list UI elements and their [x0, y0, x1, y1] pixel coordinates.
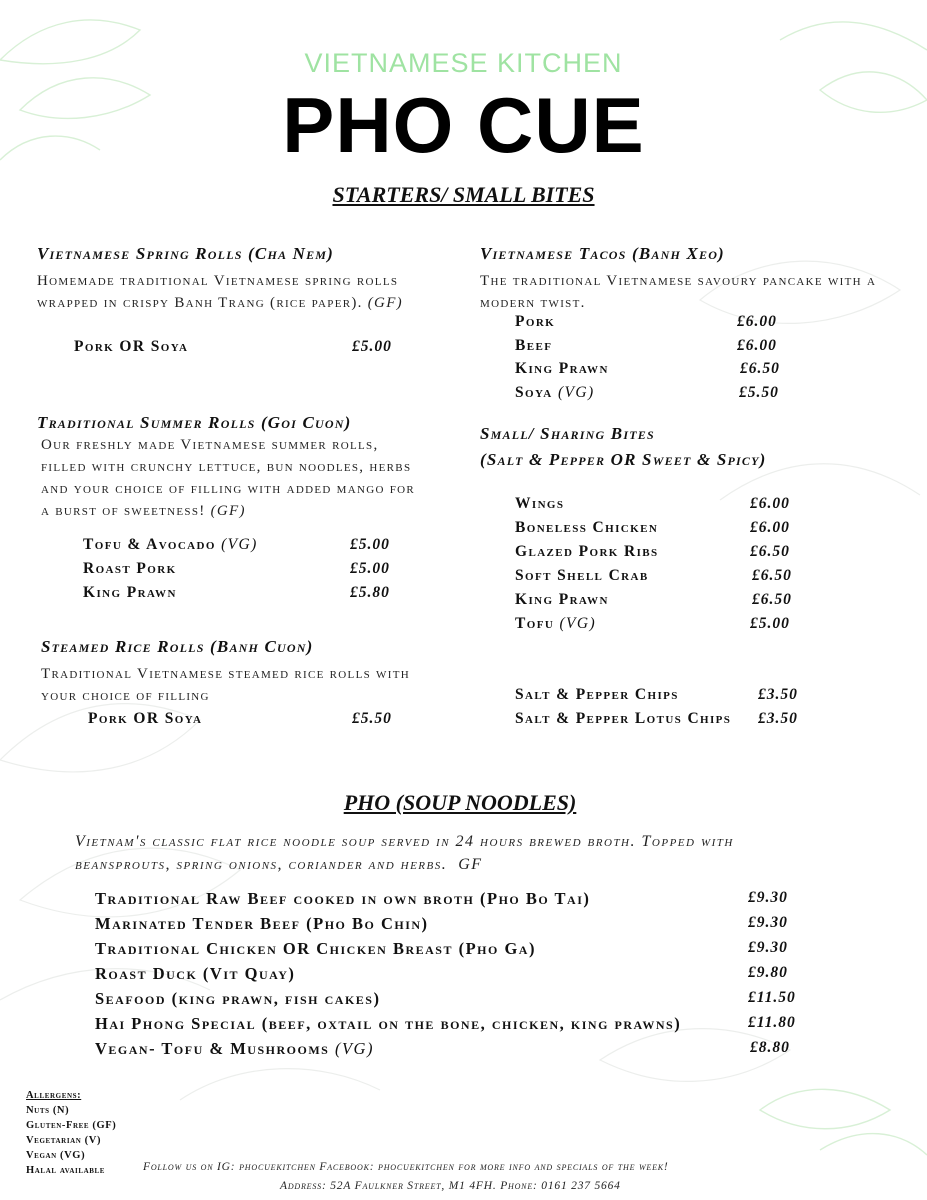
- option-tofu: Tofu (VG): [515, 615, 597, 632]
- option-soya: Soya (VG): [515, 384, 595, 401]
- price-pho-seafood: £11.50: [748, 989, 796, 1006]
- price-soft-shell-crab: £6.50: [752, 567, 792, 584]
- vg-tag: (VG): [334, 1039, 374, 1058]
- footer-social: Follow us on IG: phocuekitchen Facebook: phocuekitchen for more info and specials of the week!: [143, 1161, 669, 1173]
- price-glazed-pork-ribs: £6.50: [750, 543, 790, 560]
- price-pork: £6.00: [737, 313, 777, 330]
- allergens-heading: Allergens:: [26, 1090, 82, 1101]
- vg-tag: (VG): [559, 615, 597, 632]
- pho-section-title: PHO (SOUP NOODLES): [343, 790, 577, 815]
- option-king-prawn: King Prawn: [515, 360, 609, 377]
- gf-tag: GF: [458, 856, 483, 873]
- allergen-line: Vegan (VG): [26, 1150, 86, 1161]
- pho-item-bo-chin: Marinated Tender Beef (Pho Bo Chin): [95, 914, 429, 933]
- dish-steamed-rolls-desc: Traditional Vietnamese steamed rice rolls with your choice of filling: [41, 666, 410, 704]
- vg-tag: (VG): [221, 536, 258, 553]
- option-tofu-avocado: Tofu & Avocado (VG): [83, 536, 258, 553]
- allergen-line: Vegetarian (V): [26, 1135, 102, 1146]
- starters-section-title: STARTERS/ SMALL BITES: [332, 182, 595, 207]
- allergens-key: [26, 1088, 116, 1178]
- pho-section-desc: Vietnam's classic flat rice noodle soup served in 24 hours brewed broth. Topped with beansprouts, spring onions, coriander and herbs. GF: [75, 833, 734, 873]
- price-steamed-rolls: £5.50: [352, 710, 392, 727]
- price-king-prawn: £6.50: [740, 360, 780, 377]
- price-soya: £5.50: [739, 384, 779, 401]
- price-beef: £6.00: [737, 337, 777, 354]
- allergen-line: Nuts (N): [26, 1105, 70, 1116]
- option-pork-or-soya: Pork OR Soya: [74, 338, 189, 355]
- pho-item-ga: Traditional Chicken OR Chicken Breast (Pho Ga): [95, 939, 536, 958]
- gf-tag: (GF): [210, 503, 246, 519]
- pho-item-vegan: Vegan- Tofu & Mushrooms (VG): [95, 1039, 374, 1058]
- option-salt-pepper-lotus-chips: Salt & Pepper Lotus Chips: [515, 710, 732, 727]
- option-beef: Beef: [515, 337, 553, 354]
- pho-item-seafood: Seafood (king prawn, fish cakes): [95, 989, 381, 1008]
- price-roast-pork: £5.00: [350, 560, 390, 577]
- option-king-prawn: King Prawn: [83, 584, 177, 601]
- option-roast-pork: Roast Pork: [83, 560, 177, 577]
- option-king-prawn: King Prawn: [515, 591, 609, 608]
- dish-tacos-title: Vietnamese Tacos (Banh Xeo): [480, 244, 725, 263]
- price-salt-pepper-chips: £3.50: [758, 686, 798, 703]
- price-wings: £6.00: [750, 495, 790, 512]
- restaurant-title: PHO CUE: [282, 81, 645, 169]
- price-pho-hai-phong: £11.80: [748, 1014, 796, 1031]
- price-spring-rolls: £5.00: [352, 338, 392, 355]
- allergen-line: Halal available: [26, 1165, 106, 1176]
- dish-tacos-desc: The traditional Vietnamese savoury pancake with a modern twist.: [480, 273, 877, 311]
- option-wings: Wings: [515, 495, 565, 512]
- price-king-prawn: £5.80: [350, 584, 390, 601]
- allergen-line: Gluten-Free (GF): [26, 1120, 117, 1131]
- option-boneless-chicken: Boneless Chicken: [515, 519, 659, 536]
- dish-spring-rolls-title: Vietnamese Spring Rolls (Cha Nem): [37, 244, 335, 263]
- price-tofu: £5.00: [750, 615, 790, 632]
- option-pork-or-soya: Pork OR Soya: [88, 710, 203, 727]
- option-soft-shell-crab: Soft Shell Crab: [515, 567, 649, 584]
- price-king-prawn: £6.50: [752, 591, 792, 608]
- dish-summer-rolls-desc: Our freshly made Vietnamese summer rolls, filled with crunchy lettuce, bun noodles, herbs and your choice of filling with added mango for a burst of sweetness! (GF): [41, 437, 416, 519]
- dish-steamed-rolls-title: Steamed Rice Rolls (Banh Cuon): [41, 637, 314, 656]
- option-pork: Pork: [515, 313, 556, 330]
- price-salt-pepper-lotus-chips: £3.50: [758, 710, 798, 727]
- price-tofu-avocado: £5.00: [350, 536, 390, 553]
- dish-sharing-bites-subtitle: (Salt & Pepper OR Sweet & Spicy): [480, 450, 767, 469]
- restaurant-subtitle: VIETNAMESE KITCHEN: [304, 48, 623, 78]
- option-glazed-pork-ribs: Glazed Pork Ribs: [515, 543, 659, 560]
- price-pho-bo-tai: £9.30: [748, 889, 788, 906]
- price-pho-bo-chin: £9.30: [748, 914, 788, 931]
- price-boneless-chicken: £6.00: [750, 519, 790, 536]
- footer-address: Address: 52A Faulkner Street, M1 4FH. Phone: 0161 237 5664: [280, 1180, 621, 1192]
- vg-tag: (VG): [557, 384, 595, 401]
- option-salt-pepper-chips: Salt & Pepper Chips: [515, 686, 679, 703]
- pho-item-vit-quay: Roast Duck (Vit Quay): [95, 964, 296, 983]
- price-pho-vegan: £8.80: [750, 1039, 790, 1056]
- dish-sharing-bites-title: Small/ Sharing Bites: [480, 424, 655, 443]
- price-pho-ga: £9.30: [748, 939, 788, 956]
- pho-item-hai-phong: Hai Phong Special (beef, oxtail on the bone, chicken, king prawns): [95, 1014, 682, 1033]
- price-pho-vit-quay: £9.80: [748, 964, 788, 981]
- dish-spring-rolls-desc: Homemade traditional Vietnamese spring rolls wrapped in crispy Banh Trang (rice paper). (GF): [37, 273, 403, 311]
- pho-item-bo-tai: Traditional Raw Beef cooked in own broth (Pho Bo Tai): [95, 889, 591, 908]
- gf-tag: (GF): [367, 295, 403, 311]
- dish-summer-rolls-title: Traditional Summer Rolls (Goi Cuon): [37, 413, 352, 432]
